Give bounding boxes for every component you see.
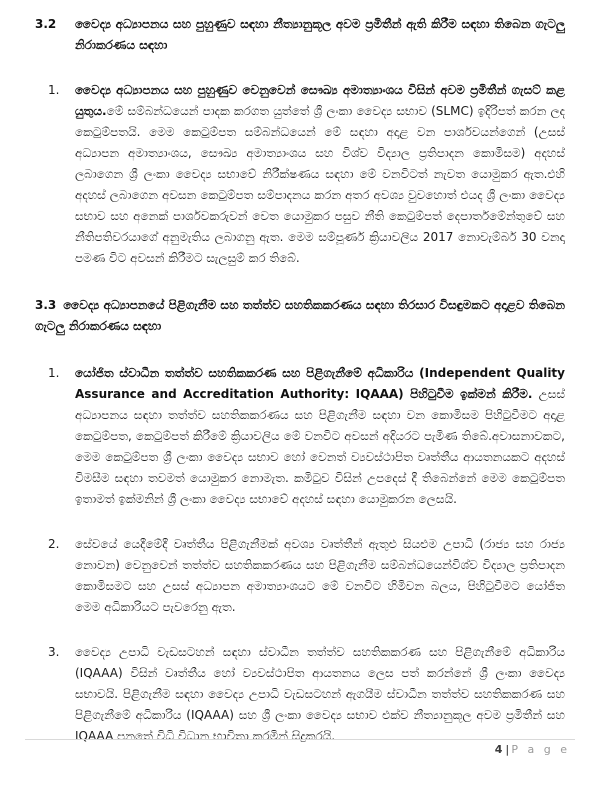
item-number: 3. [48, 645, 60, 659]
list-item [48, 534, 565, 618]
item-text [75, 642, 565, 747]
section-number: 3.2 [35, 17, 57, 31]
item-lead-bold: වෛද්‍ය අධ්‍යාපනය සහ පුහුණුව වෙනුවෙන් සෞඛ්‍ය අමාත්‍යාංශය විසින් අවම ප්‍රමිතීන් ගැසට් කළ යුතුය. [75, 83, 565, 118]
section-3-2-heading [35, 14, 565, 56]
list-item [48, 363, 565, 510]
section-number: 3.3 [35, 298, 57, 312]
section-3-3-heading [35, 295, 565, 337]
footer-separator: | [505, 743, 510, 756]
footer-divider [25, 739, 575, 740]
item-lead-bold: යෝජිත ස්වාධීන තත්ත්ව සහතිකකරණ සහ පිළිගැනීමේ අධිකාරිය (Independent Quality Assurance and Accreditation Authority: IQAAA) පිහිටුවීම ඉක්මන් කිරීම. [75, 366, 565, 401]
item-number: 1. [48, 83, 60, 97]
item-number: 2. [48, 537, 60, 551]
item-text [75, 80, 565, 269]
item-body: සේවයේ යෙදීමේදී වෘත්තීය පිළිගැනීමක් අවශ්‍ය වෘත්තීන් ඇතුළු සියළුම උපාධි (රාජ්‍ය සහ රාජ්‍ය නොවන) වෙනුවෙන් තත්ත්ව සහතිකකරණය සහ පිළිගැනීම සම්බන්ධයෙන්විශ්ව විද්‍යාල ප්‍රතිපාදන කොමිසමට සහ උසස් අධ්‍යාපන අමාත්‍යාංශයට මේ වනවිට හිමිවන බලය, පිහිටුවීමට යෝජිත මෙම අධිකාරියට පැවරෙනු ඇත. [75, 537, 565, 614]
page-footer [495, 743, 570, 757]
item-body: මේ සම්බන්ධයෙන් පාදක කරගත යුත්තේ ශ්‍රී ලංකා වෛද්‍ය සභාව (SLMC) ඉදිරිපත් කරන ලද කෙටුම්පතයි. මෙම කෙටුම්පත සම්බන්ධයෙන් මේ සඳහා අදාළ වන පාර්ශවයන්ගෙන් (උසස් අධ්‍යාපන අමාත්‍යාංශය, සෞඛ්‍ය අමාත්‍යාංශය සහ විශ්ව විද්‍යාල ප්‍රතිපාදන කොමිසම) අදහස් ලබාගෙන ශ්‍රී ලංකා වෛද්‍ය සභාවේ නිරීක්ෂණය සඳහා මේ වනවිටත් නැවත යොමුකර ඇත.එහි අදහස් ලබාගෙන අවසන කෙටුම්පත සම්පාදනය කරන අතර අවශ්‍ය වුවහොත් එයද ශ්‍රී ලංකා වෛද්‍ය සභාව සහ අනෙක් පාර්ශවකරුවන් වෙත යොමුකර පසුව නීති කෙටුම්පත් දෙපාර්තමේන්තුවේ සහ නීතිපතිවරයාගේ අනුමැතිය ලබාගනු ඇත. මෙම සම්පූර්ණ ක්‍රියාවලිය 2017 නොවැම්බර් 30 වනදා පමණ විට අවසන් කිරීමට සැලසුම් කර තිබේ. [75, 104, 565, 265]
item-body: වෛද්‍ය උපාධි වැඩසටහන් සඳහා ස්වාධීන තත්ත්ව සහතිකකරණ සහ පිළිගැනීමේ අධිකාරිය (IQAAA) විසින් වෘත්තීය හෝ ව්‍යවස්ථාපිත ආයතනය ලෙස පත් කරන්නේ ශ්‍රී ලංකා වෛද්‍ය සභාවයි. පිළිගැනීම සඳහා වෛද්‍ය උපාධි වැඩසටහන් ඇගයීම ස්වාධීන තත්ත්ව සහතිකකරණ සහ පිළිගැනීමේ අධිකාරිය (IQAAA) සහ ශ්‍රී ලංකා වෛද්‍ය සභාව එක්ව නීත්‍යානුකූල අවම ප්‍රමිතීන් සහ IQAAA පනතේ විධි විධාන භාවිතා කරමින් සිදුකරයි. [75, 645, 565, 743]
list-item [48, 642, 565, 747]
page-label: P a g e [511, 743, 570, 756]
section-title: වෛද්‍ය අධ්‍යාපනයේ පිළිගැනීම සහ තත්ත්ව සහතිකකරණය සඳහා තිරසාර විසඳුමකට අදාළව තිබෙන ගැටලු නිරාකරණය සඳහා [35, 298, 565, 333]
item-text [75, 363, 565, 510]
section-3-3 [35, 295, 565, 747]
list-item [48, 80, 565, 269]
item-number: 1. [48, 366, 60, 380]
item-text [75, 534, 565, 618]
item-body: උසස් අධ්‍යාපනය සඳහා තත්ත්ව සහතිකකරණය සහ පිළිගැනීම සඳහා වන කොමිසම පිහිටුවීමට අදාළ කෙටුම්පත, කෙටුම්පත් කිරීමේ ක්‍රියාවලිය මේ වනවිට අවසන් අදියරට පැමිණ තිබේ.අවාසනාවකට, මෙම කෙටුම්පත ශ්‍රී ලංකා වෛද්‍ය සභාව හෝ වෙනත් ව්‍යවස්ථාපිත වෘත්තීය ආයතනයකට අදහස් විමසීම සඳහා තවමත් යොමුකර නොමැත. කමිටුව විසින් උපදෙස් දී තිබෙන්නේ මෙම කෙටුම්පත ඉතාමත් ඉක්මනින් ශ්‍රී ලංකා වෛද්‍ය සභාවේ අදහස් සඳහා යොමුකරන ලෙසයි. [75, 387, 565, 506]
section-3-2 [35, 14, 565, 269]
page-number: 4 [494, 743, 504, 756]
section-title: වෛද්‍ය අධ්‍යාපනය සහ පුහුණුව සඳහා නීත්‍යානුකූල අවම ප්‍රමිතීන් ඇති කිරීම සඳහා තිබෙන ගැටලු නිරාකරණය සඳහා [75, 17, 565, 52]
